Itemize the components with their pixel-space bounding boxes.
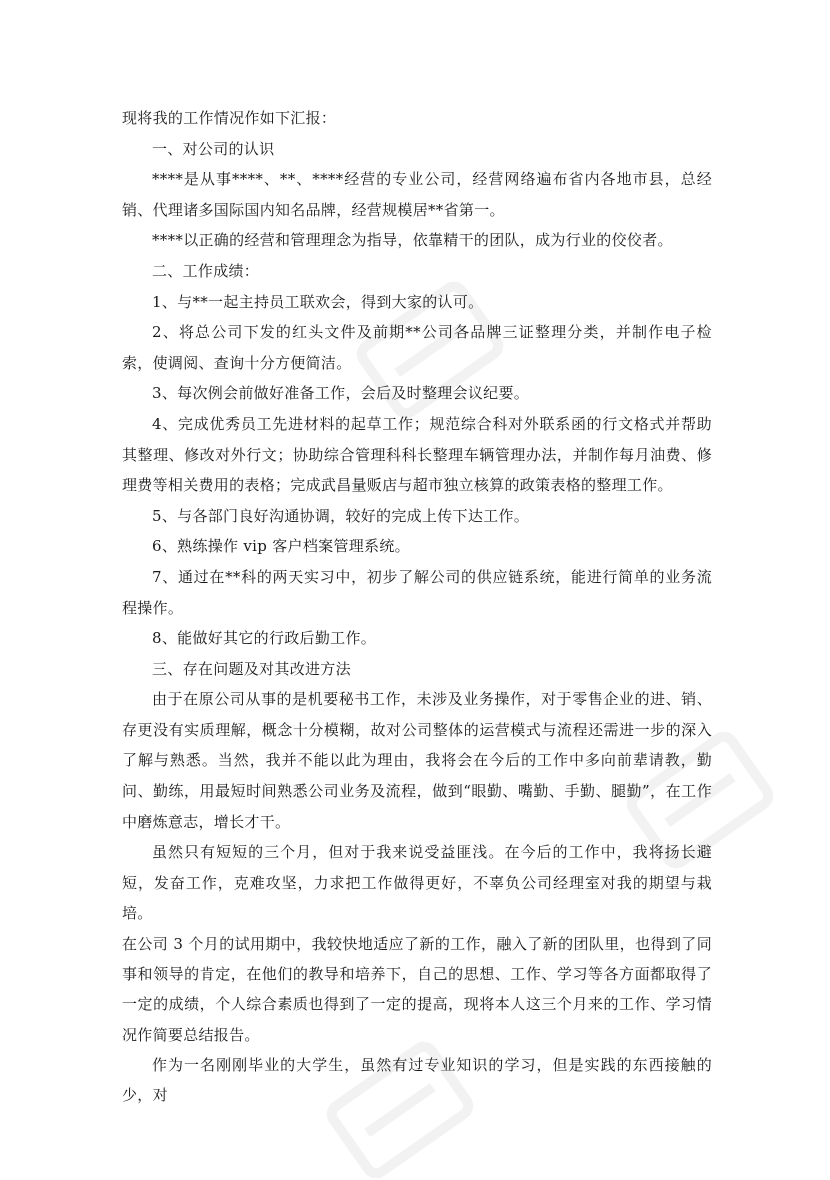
list-item: 7、通过在**科的两天实习中，初步了解公司的供应链系统，能进行简单的业务流程操作。 [122, 567, 712, 617]
paragraph: 作为一名刚刚毕业的大学生，虽然有过专业知识的学习，但是实践的东西接触的少，对 [122, 1055, 712, 1105]
paragraph-intro: 现将我的工作情况作如下汇报： [122, 109, 337, 127]
heading-section-1: 一、对公司的认识 [152, 139, 275, 158]
list-item: 8、能做好其它的行政后勤工作。 [152, 629, 377, 648]
list-item: 2、将总公司下发的红头文件及前期**公司各品牌三证整理分类，并制作电子检索，使调阅、查询十分方便简洁。 [122, 323, 712, 372]
list-item: 6、熟练操作 vip 客户档案管理系统。 [152, 537, 410, 556]
list-item: 1、与**一起主持员工联欢会，得到大家的认可。 [152, 292, 484, 311]
heading-section-2: 二、工作成绩： [152, 261, 260, 280]
paragraph: 在公司 3 个月的试用期中，我较快地适应了新的工作，融入了新的团队里，也得到了同事和领导的肯定，在他们的教导和培养下，自己的思想、工作、学习等各方面都取得了一定的成绩，个人综合素质也得到了一定的提高，现将本人这三个月来的工作、学习情况作简要总结报告。 [122, 935, 712, 1044]
paragraph: 由于在原公司从事的是机要秘书工作，未涉及业务操作，对于零售企业的进、销、存更没有实质理解，概念十分模糊，故对公司整体的运营模式与流程还需进一步的深入了解与熟悉。当然，我并不能以此为理由，我将会在今后的工作中多向前辈请教，勤问、勤练，用最短时间熟悉公司业务及流程，做到“眼勤、嘴勤、手勤、腿勤”，在工作中磨炼意志，增长才干。 [122, 690, 712, 831]
paragraph: 虽然只有短短的三个月，但对于我来说受益匪浅。在今后的工作中，我将扬长避短，发奋工作，克难攻坚，力求把工作做得更好，不辜负公司经理室对我的期望与栽培。 [122, 843, 712, 923]
list-item: 4、完成优秀员工先进材料的起草工作；规范综合科对外联系函的行文格式并帮助其整理、修改对外行文；协助综合管理科科长整理车辆管理办法，并制作每月油费、修理费等相关费用的表格；完成武昌量贩店与超市独立核算的政策表格的整理工作。 [122, 414, 712, 495]
paragraph: ****以正确的经营和管理理念为指导，依靠精干的团队，成为行业的佼佼者。 [152, 231, 673, 250]
document-body [122, 103, 712, 1111]
list-item: 5、与各部门良好沟通协调，较好的完成上传下达工作。 [152, 506, 530, 525]
paragraph: ****是从事****、**、****经营的专业公司，经营网络遍布省内各地市县，总经销、代理诸多国际国内知名品牌，经营规模居**省第一。 [122, 170, 712, 219]
list-item: 3、每次例会前做好准备工作，会后及时整理会议纪要。 [152, 384, 530, 403]
heading-section-3: 三、存在问题及对其改进方法 [152, 659, 351, 678]
